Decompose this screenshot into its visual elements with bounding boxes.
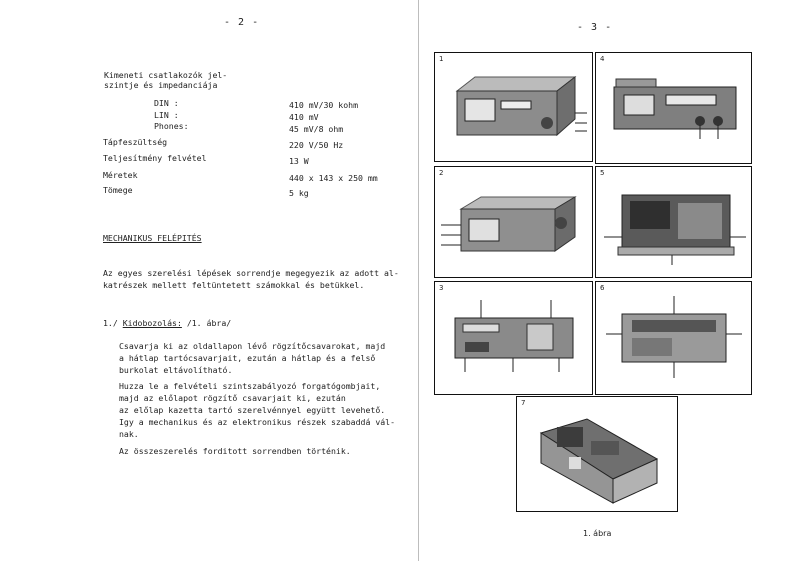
spec-heading-line-2: szintje és impedanciája — [104, 80, 218, 90]
output-label-din: DIN : — [154, 98, 179, 108]
spec-label-weight: Tömege — [103, 185, 133, 195]
figure-5-photo — [596, 167, 751, 277]
paragraph-1-line-3: burkolat eltávolítható. — [119, 365, 233, 375]
spec-heading-line-1: Kimeneti csatlakozók jel- — [104, 70, 228, 80]
figure-6 — [595, 281, 752, 395]
figure-4-number: 4 — [600, 55, 605, 63]
figure-4 — [595, 52, 752, 164]
output-value-lin: 410 mV — [289, 112, 319, 122]
paragraph-2-line-2: majd az előlapot rögzítő csavarjait ki, ezután — [119, 393, 346, 403]
figure-3-number: 3 — [439, 284, 444, 292]
paragraph-1-line-1: Csavarja ki az oldallapon lévő rögzítőcsavarokat, majd — [119, 341, 386, 351]
paragraph-2-line-4: Igy a mechanikus és az elektronikus részek szabaddá vál- — [119, 417, 396, 427]
figure-4-photo — [596, 53, 751, 163]
right-page — [419, 0, 793, 561]
output-label-lin: LIN : — [154, 110, 179, 120]
spec-value-weight: 5 kg — [289, 188, 309, 198]
step-title: Kidobozolás: — [122, 318, 182, 328]
spec-label-supply: Tápfeszültség — [103, 137, 168, 147]
intro-line-1: Az egyes szerelési lépések sorrendje megegyezik az adott al- — [103, 268, 399, 278]
figure-caption: 1. ábra — [583, 529, 612, 538]
figure-2-number: 2 — [439, 169, 444, 177]
output-value-phones: 45 mV/8 ohm — [289, 124, 344, 134]
figure-2-photo — [435, 167, 592, 277]
section-title: MECHANIKUS FELÉPITÉS — [103, 233, 202, 243]
output-value-din: 410 mV/30 kohm — [289, 100, 359, 110]
page-number-right: - 3 - — [577, 22, 613, 33]
figure-6-number: 6 — [600, 284, 605, 292]
step-heading — [103, 318, 231, 328]
figure-1-photo — [435, 53, 592, 161]
figure-5-number: 5 — [600, 169, 605, 177]
spec-value-power: 13 W — [289, 156, 309, 166]
paragraph-2-line-5: nak. — [119, 429, 139, 439]
spec-label-dimensions: Méretek — [103, 170, 138, 180]
figure-7-number: 7 — [521, 399, 526, 407]
spec-value-supply: 220 V/50 Hz — [289, 140, 344, 150]
spec-value-dimensions: 440 x 143 x 250 mm — [289, 173, 378, 183]
figure-7-photo — [517, 397, 677, 511]
paragraph-2-line-1: Huzza le a felvételi szintszabályozó forgatógombjait, — [119, 381, 381, 391]
step-ref: /1. ábra/ — [186, 318, 232, 328]
paragraph-1-line-2: a hátlap tartócsavarjait, ezután a hátlap és a felső — [119, 353, 376, 363]
figure-6-photo — [596, 282, 751, 394]
step-number: 1./ — [103, 318, 118, 328]
spec-label-power: Teljesítmény felvétel — [103, 153, 207, 163]
figure-1 — [434, 52, 593, 162]
intro-line-2: katrészek mellett feltüntetett számokkal és betükkel. — [103, 280, 365, 290]
paragraph-2-line-3: az előlap kazetta tartó szerelvénnyel együtt levehető. — [119, 405, 386, 415]
paragraph-3-line-1: Az összeszerelés forditott sorrendben történik. — [119, 446, 351, 456]
figure-3 — [434, 281, 593, 395]
page-number-left: - 2 - — [224, 17, 260, 28]
output-label-phones: Phones: — [154, 121, 189, 131]
figure-7 — [516, 396, 678, 512]
figure-5 — [595, 166, 752, 278]
figure-3-photo — [435, 282, 592, 394]
figure-2 — [434, 166, 593, 278]
figure-1-number: 1 — [439, 55, 444, 63]
